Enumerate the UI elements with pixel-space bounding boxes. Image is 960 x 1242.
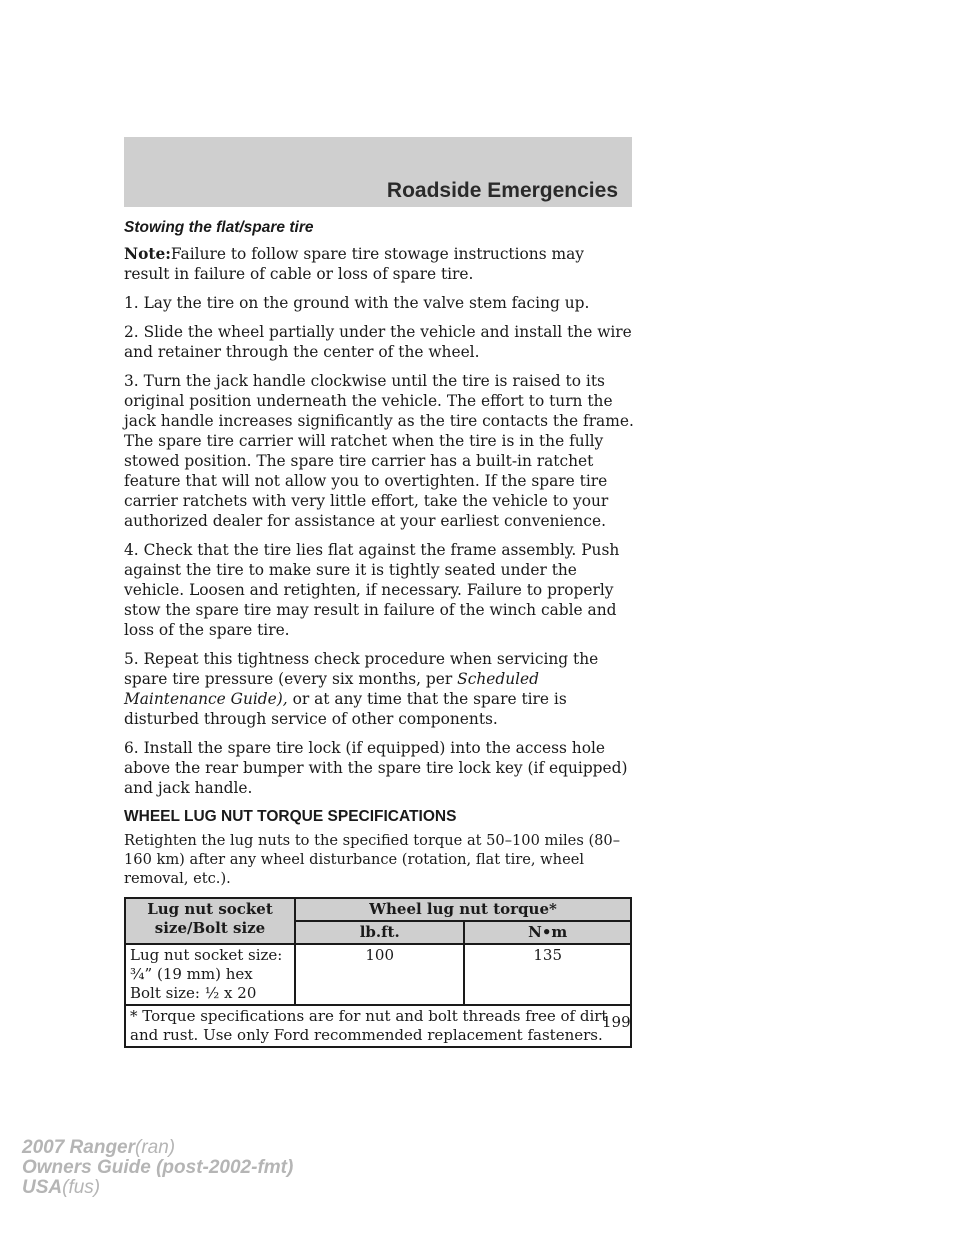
step-2: 2. Slide the wheel partially under the vehicle and install the wire and retainer through the center of the wheel.	[124, 323, 632, 361]
torque-intro: Retighten the lug nuts to the specified torque at 50–100 miles (80–160 km) after any wheel disturbance (rotation, flat tire, wheel removal, etc.).	[124, 832, 621, 887]
footer-market-code: (fus)	[62, 1177, 101, 1198]
step-5	[124, 649, 634, 729]
note-text: Failure to follow spare tire stowage instructions may result in failure of cable or loss of spare tire.	[124, 245, 584, 283]
footer-guide: Owners Guide (post-2002-fmt)	[22, 1157, 294, 1178]
page-number: 199	[602, 1013, 631, 1031]
footer-market: USA	[22, 1177, 63, 1198]
column-group-header-torque: Wheel lug nut torque*	[295, 898, 631, 921]
section-title: Roadside Emergencies	[386, 179, 618, 202]
step-4: 4. Check that the tire lies flat against the frame assembly. Push against the tire to make sure it is tightly seated under the vehicle. Loosen and retighten, if necessary. Failure to properly stow the spare tire may result in failure of the winch cable and loss of the spare tire.	[124, 541, 620, 639]
step-6: 6. Install the spare tire lock (if equipped) into the access hole above the rear bumper with the spare tire lock key (if equipped) and jack handle.	[124, 739, 628, 797]
subheader-lbft: lb.ft.	[295, 921, 464, 944]
step-5-reference: Scheduled Maintenance Guide),	[124, 670, 539, 708]
step-5-text: 5. Repeat this tightness check procedure when servicing the spare tire pressure (every six months, per	[124, 650, 599, 688]
size-line: Lug nut socket size:	[130, 946, 283, 964]
footer-line	[22, 1178, 293, 1198]
section-header-band	[124, 137, 632, 207]
footer-model: 2007 Ranger	[22, 1137, 136, 1158]
size-line: Bolt size: ½ x 20	[130, 984, 257, 1002]
subheader-nm: N•m	[464, 921, 631, 944]
step-1: 1. Lay the tire on the ground with the valve stem facing up.	[124, 294, 590, 312]
torque-spec-table	[124, 897, 632, 1048]
column-header-size: Lug nut socket size/Bolt size	[125, 898, 295, 944]
footer-line	[22, 1138, 293, 1158]
size-cell	[125, 944, 295, 1005]
subheading: Stowing the flat/spare tire	[124, 219, 314, 236]
step-3: 3. Turn the jack handle clockwise until the tire is raised to its original position underneath the vehicle. The effort to turn the jack handle increases significantly as the tire contacts the frame. The spare tire carrier will ratchet when the tire is in the fully stowed position. The spare tire carrier has a built-in ratchet feature that will not allow you to overtighten. If the spare tire carrier ratchets with very little effort, take the vehicle to your authorized dealer for assistance at your earliest convenience.	[124, 372, 634, 530]
table-row	[125, 944, 631, 1005]
lbft-value: 100	[295, 944, 464, 1005]
table-footnote: * Torque specifications are for nut and bolt threads free of dirt and rust. Use only Ford recommended replacement fasteners.	[125, 1005, 631, 1047]
note-paragraph	[124, 244, 634, 284]
nm-value: 135	[464, 944, 631, 1005]
size-line: ¾” (19 mm) hex	[130, 965, 253, 983]
footer-model-code: (ran)	[135, 1137, 176, 1158]
step-5-text-end: or at any time that the spare tire is disturbed through service of other components.	[124, 690, 567, 728]
footer-line	[22, 1158, 293, 1178]
torque-section-title: WHEEL LUG NUT TORQUE SPECIFICATIONS	[124, 808, 457, 825]
page-content	[124, 218, 634, 1048]
note-label: Note:	[124, 245, 171, 263]
document-footer	[22, 1138, 293, 1198]
